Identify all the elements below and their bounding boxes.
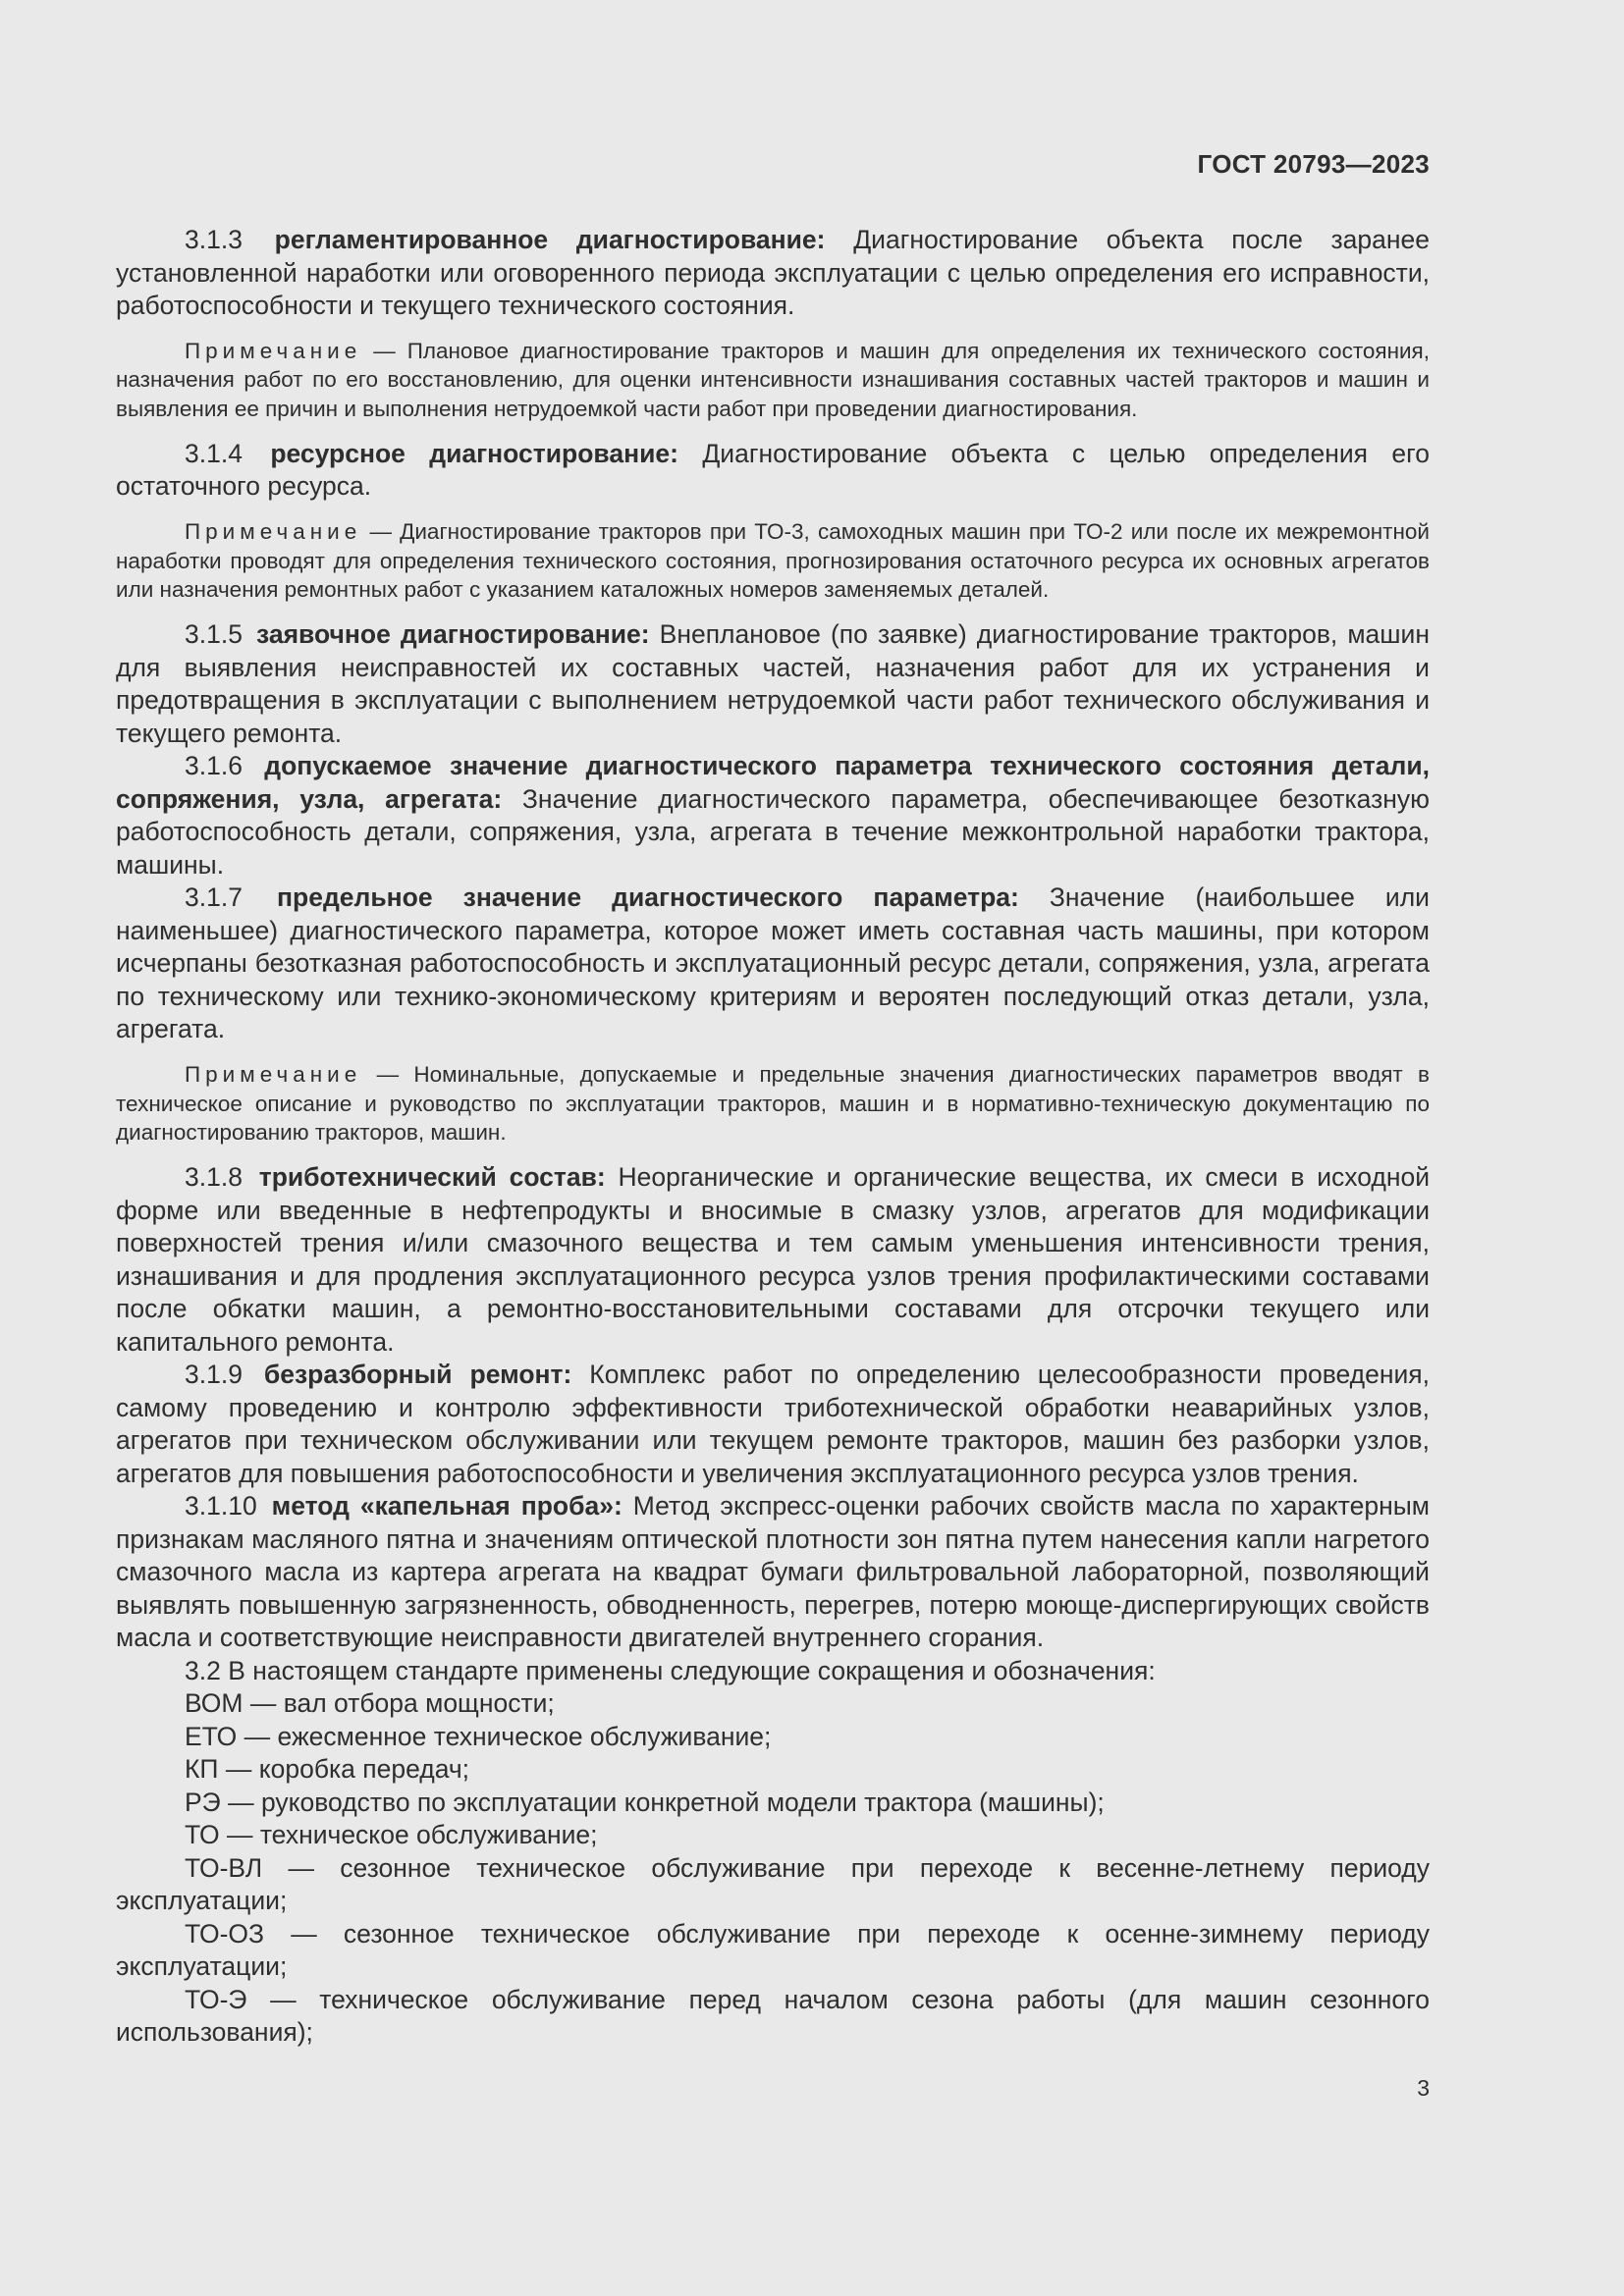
definition-3-1-4	[116, 438, 1430, 504]
note-text: — Плановое диагностирование тракторов и машин для определения их технического состояния, назначения работ по его восстановлению, для оценки интенсивности изнашивания составных частей тракторов и машин и выявления ее причин и выполнения нетрудоемкой части работ при проведении диагностирования.	[116, 338, 1430, 422]
term: допускаемое значение диагностического параметра технического состояния детали, сопряжения, узла, агрегата:	[116, 751, 1430, 814]
note-text: — Диагностирование тракторов при ТО-3, самоходных машин при ТО-2 или после их межремонтной наработки проводят для определения технического состояния, прогнозирования остаточного ресурса их основных агрегатов или назначения ремонтных работ с указанием каталожных номеров заменяемых деталей.	[116, 518, 1430, 603]
definition-text: Диагностирование объекта с целью определения его остаточного ресурса.	[116, 438, 1430, 502]
term: заявочное диагностирование:	[256, 619, 650, 650]
definition-3-1-7	[116, 881, 1430, 1046]
note-1	[116, 337, 1430, 424]
clause-number: 3.1.8	[185, 1162, 243, 1193]
document-code: ГОСТ 20793—2023	[1197, 149, 1430, 179]
definition-3-1-3	[116, 224, 1430, 323]
term: метод «капельная проба»:	[271, 1491, 623, 1522]
abbreviation-item: РЭ — руководство по эксплуатации конкретной модели трактора (машины);	[185, 1787, 1105, 1817]
definition-3-1-8	[116, 1161, 1430, 1359]
definition-text: Комплекс работ по определению целесообразности проведения, самому проведению и контролю эффективности триботехнической обработки неаварийных узлов, агрегатов при техническом обслуживании или текущем ремонте тракторов, машин без разборки узлов, агрегатов для повышения работоспособности и увеличения эксплуатационного ресурса узлов трения.	[116, 1360, 1430, 1488]
definition-3-1-9	[116, 1359, 1430, 1490]
clause-number: 3.1.9	[185, 1360, 243, 1390]
definition-3-1-6	[116, 750, 1430, 881]
abbreviation-item: ТО-Э — техническое обслуживание перед началом сезона работы (для машин сезонного использования);	[116, 1984, 1430, 2048]
note-text: — Номинальные, допускаемые и предельные значения диагностических параметров вводят в техническое описание и руководство по эксплуатации тракторов, машин и в нормативно-техническую документацию по диагностированию тракторов, машин.	[116, 1061, 1430, 1146]
term: ресурсное диагностирование:	[270, 438, 678, 468]
clause-number: 3.1.6	[185, 751, 243, 781]
abbreviation-item: КП — коробка передач;	[185, 1754, 470, 1785]
clause-number: 3.1.10	[185, 1491, 257, 1522]
abbreviation-item: ЕТО — ежесменное техническое обслуживание;	[185, 1721, 772, 1751]
definition-text: Внеплановое (по заявке) диагностирование тракторов, машин для выявления неисправностей их составных частей, назначения работ для их устранения и предотвращения в эксплуатации с выполнением нетрудоемкой части работ технического обслуживания и текущего ремонта.	[116, 619, 1430, 748]
definition-text: Метод экспресс-оценки рабочих свойств масла по характерным признакам масляного пятна и значениям оптической плотности зон пятна путем нанесения капли нагретого смазочного масла из картера агрегата на квадрат бумаги фильтровальной лабораторной, позволяющий выявлять повышенную загрязненность, обводненность, перегрев, потерю моюще-диспергирующих свойств масла и соответствующие неисправности двигателей внутреннего сгорания.	[116, 1491, 1430, 1653]
clause-number: 3.1.5	[185, 619, 243, 650]
abbreviation-item: ТО-ОЗ — сезонное техническое обслуживание при переходе к осенне-зимнему периоду эксплуатации;	[116, 1918, 1430, 1982]
note-3	[116, 1060, 1430, 1148]
note-label: Примечание	[185, 518, 362, 544]
abbreviation-item: ВОМ — вал отбора мощности;	[185, 1688, 555, 1719]
definition-text: Значение диагностического параметра, обеспечивающее безотказную работоспособность детали, сопряжения, узла, агрегата в течение межконтрольной наработки трактора, машины.	[116, 783, 1430, 880]
page-number: 3	[1417, 2075, 1430, 2101]
term: предельное значение диагностического параметра:	[277, 882, 1019, 913]
clause-number: 3.1.7	[185, 882, 243, 913]
abbreviations-intro: 3.2 В настоящем стандарте применены следующие сокращения и обозначения:	[185, 1655, 1156, 1685]
term: регламентированное диагностирование:	[274, 225, 826, 254]
definition-3-1-10	[116, 1490, 1430, 1655]
definition-3-1-5	[116, 618, 1430, 750]
abbreviation-item: ТО — техническое обслуживание;	[185, 1820, 598, 1850]
clause-number: 3.1.4	[185, 438, 243, 468]
definition-text: Диагностирование объекта после заранее установленной наработки или оговоренного периода эксплуатации с целью определения его исправности, работоспособности и текущего технического состояния.	[116, 225, 1430, 320]
definition-text: Неорганические и органические вещества, их смеси в исходной форме или введенные в нефтепродукты и вносимые в смазку узлов, агрегатов для модификации поверхностей трения и/или смазочного вещества и тем самым уменьшения интенсивности трения, изнашивания и для продления эксплуатационного ресурса узлов трения профилактическими составами после обкатки машин, а ремонтно-восстановительными составами для отсрочки текущего или капитального ремонта.	[116, 1162, 1430, 1357]
note-label: Примечание	[185, 338, 362, 363]
term: триботехнический состав:	[258, 1162, 606, 1193]
abbreviation-item: ТО-ВЛ — сезонное техническое обслуживание при переходе к весенне-летнему периоду эксплуатации;	[116, 1852, 1430, 1916]
page-body	[116, 224, 1430, 2050]
note-2	[116, 517, 1430, 605]
term: безразборный ремонт:	[263, 1360, 572, 1390]
definition-text: Значение (наибольшее или наименьшее) диагностического параметра, которое может иметь составная часть машины, при котором исчерпаны безотказная работоспособность и эксплуатационный ресурс детали, сопряжения, узла, агрегата по техническому или технико-экономическому критериям и вероятен последующий отказ детали, узла, агрегата.	[116, 882, 1430, 1044]
note-label: Примечание	[185, 1061, 362, 1087]
clause-number: 3.1.3	[185, 225, 243, 254]
